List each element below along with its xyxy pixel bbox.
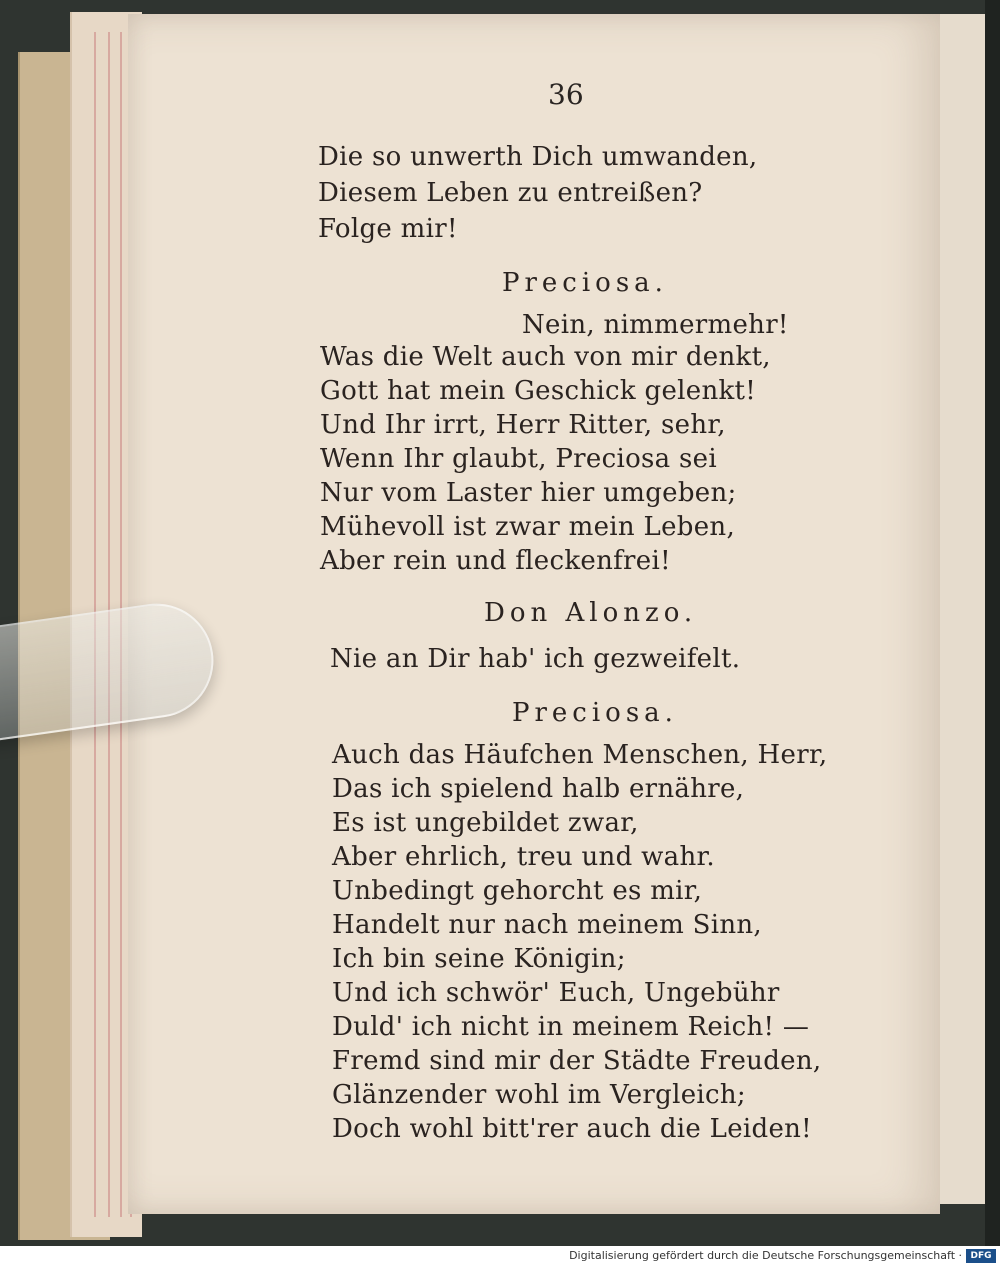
funding-credit: Digitalisierung gefördert durch die Deutsche Forschungsgemeinschaft · <box>569 1249 962 1262</box>
dfg-logo-icon: DFG <box>966 1249 996 1263</box>
text-line: Nein, nimmermehr! <box>522 310 789 340</box>
text-line: Was die Welt auch von mir denkt, <box>320 342 771 372</box>
text-line: Wenn Ihr glaubt, Preciosa sei <box>320 444 717 474</box>
text-line: Fremd sind mir der Städte Freuden, <box>332 1046 822 1076</box>
text-line: Duld' ich nicht in meinem Reich! — <box>332 1012 810 1042</box>
text-line: Nur vom Laster hier umgeben; <box>320 478 737 508</box>
text-line: Und ich schwör' Euch, Ungebühr <box>332 978 780 1008</box>
footer-bar <box>0 1246 1000 1266</box>
text-line: Doch wohl bitt'rer auch die Leiden! <box>332 1114 812 1144</box>
text-line: Und Ihr irrt, Herr Ritter, sehr, <box>320 410 726 440</box>
speaker-name: Preciosa. <box>502 268 668 298</box>
text-line: Gott hat mein Geschick gelenkt! <box>320 376 757 406</box>
text-line: Handelt nur nach meinem Sinn, <box>332 910 762 940</box>
text-line: Nie an Dir hab' ich gezweifelt. <box>330 644 741 674</box>
speaker-name: Don Alonzo. <box>484 598 698 628</box>
text-line: Aber rein und fleckenfrei! <box>320 546 671 576</box>
text-line: Diesem Leben zu entreißen? <box>318 178 703 208</box>
text-line: Auch das Häufchen Menschen, Herr, <box>332 740 828 770</box>
text-line: Folge mir! <box>318 214 458 244</box>
text-line: Das ich spielend halb ernähre, <box>332 774 745 804</box>
text-line: Unbedingt gehorcht es mir, <box>332 876 703 906</box>
speaker-name: Preciosa. <box>512 698 678 728</box>
text-line: Aber ehrlich, treu und wahr. <box>332 842 715 872</box>
text-line: Es ist ungebildet zwar, <box>332 808 639 838</box>
text-line: Mühevoll ist zwar mein Leben, <box>320 512 736 542</box>
text-line: Die so unwerth Dich umwanden, <box>318 142 758 172</box>
text-line: Glänzender wohl im Vergleich; <box>332 1080 746 1110</box>
page-number: 36 <box>548 78 584 111</box>
text-line: Ich bin seine Königin; <box>332 944 626 974</box>
